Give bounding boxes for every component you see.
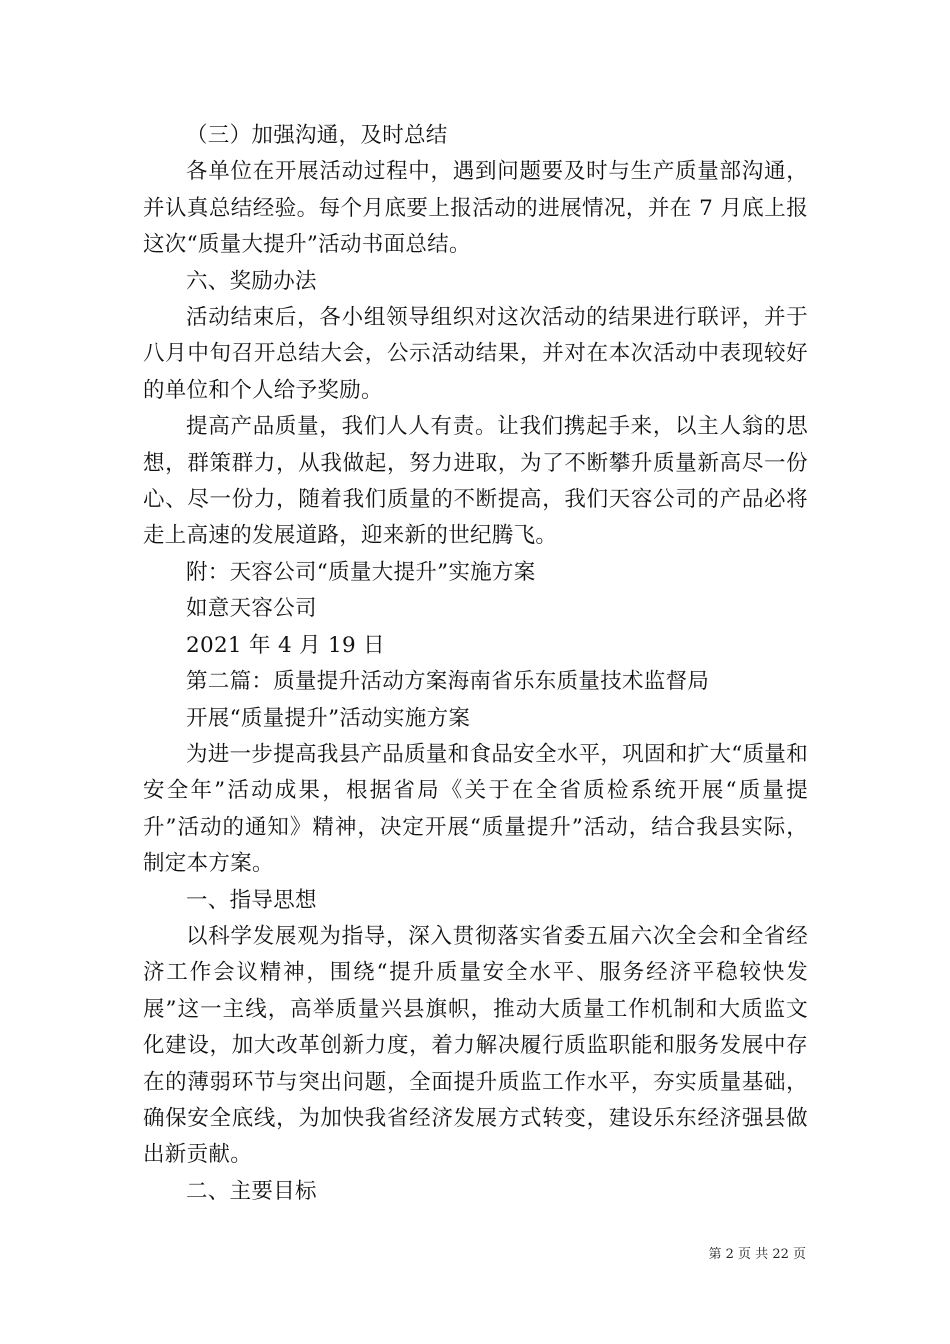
document-body: [143, 118, 808, 1210]
attachment-line: 附：天容公司“质量大提升”实施方案: [186, 559, 536, 585]
body-paragraph: 为进一步提高我县产品质量和食品安全水平，巩固和扩大“质量和安全年”活动成果，根据省局《关于在全省质检系统开展“质量提升”活动的通知》精神，决定开展“质量提升”活动，结合我县实际，制定本方案。: [143, 741, 808, 877]
section-heading-main-goals: 二、主要目标: [186, 1178, 317, 1204]
section-heading-communication: （三）加强沟通，及时总结: [186, 123, 448, 148]
section-heading-rewards: 六、奖励办法: [186, 268, 317, 294]
body-paragraph: 活动结束后，各小组领导组织对这次活动的结果进行联评，并于八月中旬召开总结大会，公示活动结果，并对在本次活动中表现较好的单位和个人给予奖励。: [143, 305, 808, 403]
body-paragraph: 提高产品质量，我们人人有责。让我们携起手来，以主人翁的思想，群策群力，从我做起，努力进取，为了不断攀升质量新高尽一份心、尽一份力，随着我们质量的不断提高，我们天容公司的产品必将走上高速的发展道路，迎来新的世纪腾飞。: [143, 414, 808, 549]
page-number: 第 2 页 共 22 页: [708, 1247, 806, 1262]
signature-date: 2021 年 4 月 19 日: [186, 632, 385, 658]
signature-company: 如意天容公司: [186, 596, 317, 622]
body-paragraph: 各单位在开展活动过程中，遇到问题要及时与生产质量部沟通，并认真总结经验。每个月底要上报活动的进展情况，并在 7 月底上报这次“质量大提升”活动书面总结。: [143, 159, 808, 258]
section-heading-guiding-idea: 一、指导思想: [186, 887, 317, 913]
chapter-title: 第二篇：质量提升活动方案海南省乐东质量技术监督局: [186, 669, 710, 695]
plan-title: 开展“质量提升”活动实施方案: [186, 705, 471, 731]
body-paragraph: 以科学发展观为指导，深入贯彻落实省委五届六次全会和全省经济工作会议精神，围绕“提升质量安全水平、服务经济平稳较快发展”这一主线，高举质量兴县旗帜，推动大质量工作机制和大质监文化建设，加大改革创新力度，着力解决履行质监职能和服务发展中存在的薄弱环节与突出问题，全面提升质监工作水平，夯实质量基础，确保安全底线，为加快我省经济发展方式转变，建设乐东经济强县做出新贡献。: [143, 923, 808, 1168]
